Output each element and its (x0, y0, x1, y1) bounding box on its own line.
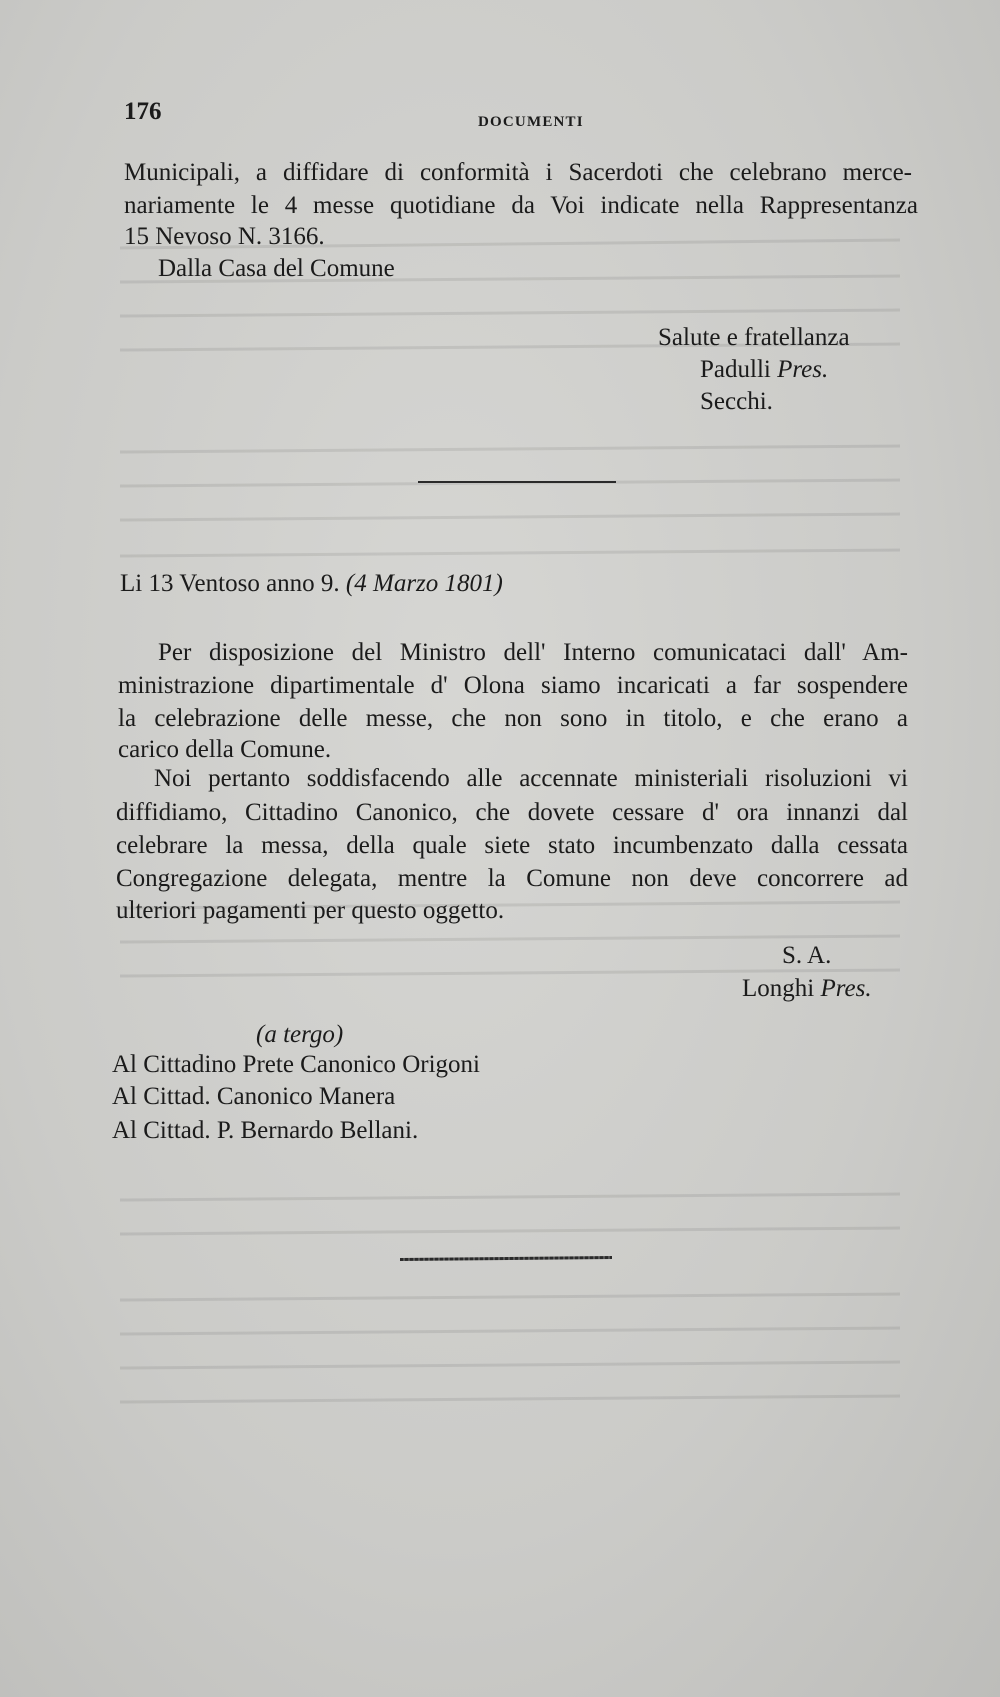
closing-salute: Salute e fratellanza (658, 324, 850, 351)
date-modern: (4 Marzo 1801) (345, 570, 503, 597)
closing-salute: S. A. (782, 942, 832, 969)
verso-label: (a tergo) (256, 1021, 344, 1048)
date-text: Li 13 Ventoso anno 9. (120, 570, 340, 597)
end-ornament-rule (400, 1256, 612, 1261)
text-line: Noi pertanto soddisfacendo alle accennate ministeriali risoluzioni vi (154, 765, 908, 792)
text-line: nariamente le 4 messe quotidiane da Voi indicate nella Rappresentanza (124, 192, 918, 219)
text-line: diffidiamo, Cittadino Canonico, che dovete cessare d' ora innanzi dal (116, 799, 908, 826)
signer-name: Padulli (700, 356, 771, 383)
text-line: ulteriori pagamenti per questo oggetto. (116, 897, 505, 924)
signature-line (742, 976, 872, 1001)
text-line: celebrare la messa, della quale siete stato incumbenzato dalla cessata (116, 832, 908, 859)
addressee-line: Al Cittad. P. Bernardo Bellani. (112, 1117, 419, 1144)
text-line: Congregazione delegata, mentre la Comune non deve concorrere ad (116, 865, 908, 892)
section-divider (418, 481, 616, 483)
page-number: 176 (124, 98, 162, 125)
signer-title: Pres. (777, 356, 829, 383)
signer-name: Longhi (742, 975, 815, 1002)
running-head: DOCUMENTI (478, 114, 584, 130)
text-line: Per disposizione del Ministro dell' Interno comunicataci dall' Am- (158, 639, 908, 666)
text-line: Municipali, a diffidare di conformità i Sacerdoti che celebrano merce- (124, 159, 912, 186)
addressee-line: Al Cittadino Prete Canonico Origoni (112, 1051, 481, 1078)
text-line: ministrazione dipartimentale d' Olona siamo incaricati a far sospendere (118, 672, 908, 699)
signature-line (700, 357, 828, 382)
signer-title: Pres. (820, 975, 872, 1002)
dateline (120, 571, 503, 596)
text-line: 15 Nevoso N. 3166. (124, 223, 325, 250)
addressee-line: Al Cittad. Canonico Manera (112, 1083, 396, 1110)
signature-line: Secchi. (700, 388, 773, 415)
text-line: carico della Comune. (118, 736, 332, 763)
text-line: la celebrazione delle messe, che non sono in titolo, e che erano a (118, 705, 908, 732)
place-line: Dalla Casa del Comune (158, 255, 395, 282)
